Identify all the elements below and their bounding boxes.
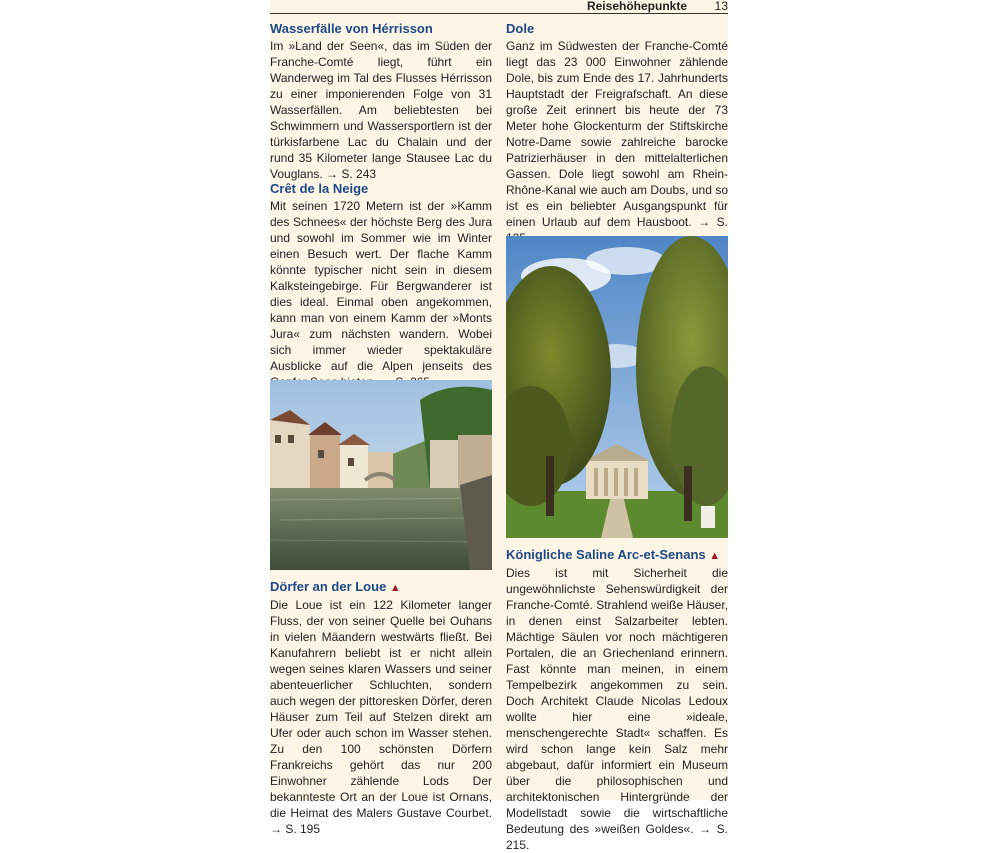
section-wasserfaelle <box>270 20 492 182</box>
section-title <box>270 578 492 597</box>
running-head: Reisehöhepunkte <box>586 0 687 13</box>
section-text: Die Loue ist ein 122 Kilometer langer Fluss, der von seiner Quelle bei Ouhans in vielen Mäandern westwärts fließt. Bei Kanufahrern beliebt ist er nicht allein wegen seines klaren Wassers und seiner abenteuerlicher Schluchten, sondern auch wegen der pittoresken Dörfer, deren Häuser zum Teil auf Stelzen direkt am Ufer oder auch schon im Wasser stehen. Zu den 100 schönsten Dörfern Frankreichs gehört das nur 200 Einwohner zählende Lods Der bekannteste Ort an der Loue ist Ornans, die Heimat des Malers Gustave Courbet. → S. 195 <box>270 598 492 836</box>
section-text: Ganz im Südwesten der Franche-Comté liegt das 23 000 Einwohner zählende Dole, bis zum Ende des 17. Jahrhunderts Hauptstadt der Freigrafschaft. An diese große Zeit erinnert bis heute der 73 Meter hohe Glockenturm der Stiftskirche Notre-Dame sowie zahlreiche barocke Patrizierhäuser in den mittelalterlichen Gassen. Dole liegt sowohl am Rhein-Rhône-Kanal wie auch am Doubs, und so ist es ein beliebter Ausgangspunkt für einen Urlaub auf dem Hausboot. → S. <box>506 39 728 229</box>
photo-saline-arc-et-senans <box>506 236 728 538</box>
section-title: Wasserfälle von Hérrisson <box>270 21 433 36</box>
page-header <box>270 0 728 14</box>
section-saline <box>506 546 728 853</box>
section-cret-de-la-neige <box>270 180 492 390</box>
section-title: Dole <box>506 21 535 36</box>
section-title-text: Königliche Saline Arc-et-Senans <box>506 547 706 562</box>
highlight-marker-icon: ▲ <box>709 550 721 562</box>
section-text: Im »Land der Seen«, das im Süden der Franche-Comté liegt, führt ein Wanderweg im Tal des Flusses Hérrisson zu einer imponierenden Folge von 31 Wasserfällen. Am beliebtesten bei Schwimmern und Wassersportlern ist der türkisfarbene Lac du Chalain und der rund 35 Kilometer lange Stausee Lac du Vouglans. → S. 243 <box>270 39 492 181</box>
section-text: Dies ist mit Sicherheit die ungewöhnlichste Sehenswürdigkeit der Franche-Comté. Strahlend weiße Häuser, in denen einst Salzarbeiter lebten. Mächtige Säulen vor noch mächtigeren Portalen, die an Griechenland erinnern. Fast könnte man meinen, in einem Tempelbezirk angekommen zu sein. Doch Architekt Claude Nicolas Ledoux wollte hier eine »ideale, menschengerechte Stadt« schaffen. Es wird schon lange kein Salz mehr abgebaut, dafür informiert ein Museum über die philosophischen und architektonischen Hintergründe der Modellstadt sowie die wirtschaftliche Bedeutung des »weißen Goldes«. → S. 215. <box>506 566 728 852</box>
photo-river-village <box>270 380 492 570</box>
section-title <box>506 546 728 565</box>
highlight-marker-icon: ▲ <box>389 582 401 594</box>
section-dole <box>506 20 728 246</box>
section-text: Mit seinen 1720 Metern ist der »Kamm des Schnees« der höchste Berg des Jura und sowohl im Sommer wie im Winter einen Besuch wert. Der flache Kamm könnte typischer nicht sein in diesem Kalksteingebirge. Für Bergwanderer ist dies ideal. Einmal oben angekommen, kann man von einem Kamm der »Monts Jura« zum nächsten wandern. Wobei sich immer wieder spektakuläre Ausblicke auf die Alpen jenseits des <box>270 199 492 373</box>
section-doerfer-an-der-loue <box>270 578 492 837</box>
section-title-text: Dörfer an der Loue <box>270 579 387 594</box>
page-number: 13 <box>714 0 728 13</box>
section-title: Crêt de la Neige <box>270 181 369 196</box>
